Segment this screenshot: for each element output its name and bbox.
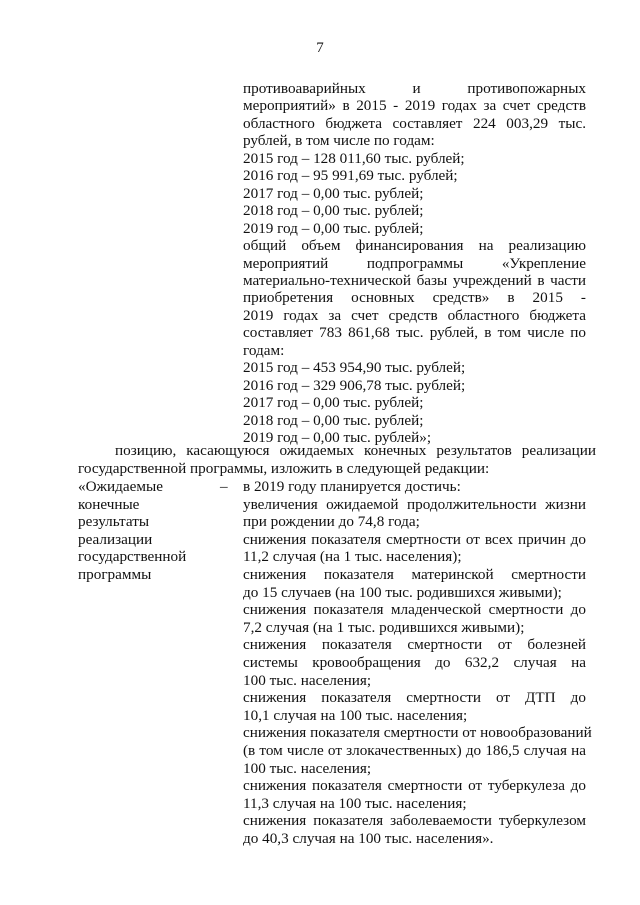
upper-line: рублей, в том числе по годам: xyxy=(243,132,435,150)
left-line: результаты xyxy=(78,513,150,531)
right-line: снижения показателя смертности от ДТП до xyxy=(243,689,586,707)
right-line: 100 тыс. населения; xyxy=(243,671,372,689)
upper-line: 2015 год – 128 011,60 тыс. рублей; xyxy=(243,149,465,167)
upper-line: 2019 годах за счет средств областного бюджета xyxy=(243,306,586,324)
left-line: реализации xyxy=(78,530,153,548)
right-line: 11,2 случая (на 1 тыс. населения); xyxy=(243,548,462,566)
upper-line: составляет 783 861,68 тыс. рублей, в том числе по xyxy=(243,324,586,342)
page-number: 7 xyxy=(316,40,324,56)
right-line: увеличения ожидаемой продолжительности жизни xyxy=(243,495,586,513)
upper-line: 2019 год – 0,00 тыс. рублей»; xyxy=(243,429,432,446)
upper-line: областного бюджета составляет 224 003,29 тыс. xyxy=(243,114,586,132)
label-dash: – xyxy=(220,478,228,495)
upper-line: годам: xyxy=(243,341,285,359)
left-line: государственной xyxy=(78,548,187,566)
upper-line: 2017 год – 0,00 тыс. рублей; xyxy=(243,184,424,202)
upper-line: 2016 год – 95 991,69 тыс. рублей; xyxy=(243,167,458,185)
left-line: программы xyxy=(78,566,152,583)
right-line: в 2019 году планируется достичь: xyxy=(243,478,461,495)
right-line: 11,3 случая на 100 тыс. населения; xyxy=(243,794,467,812)
upper-line: общий объем финансирования на реализацию xyxy=(243,237,586,255)
left-line: конечные xyxy=(78,495,140,513)
right-line: системы кровообращения до 632,2 случая на xyxy=(243,654,586,671)
right-line: снижения показателя смертности от туберкулеза до xyxy=(243,777,586,795)
right-line: снижения показателя младенческой смертности до xyxy=(243,601,586,619)
upper-line: приобретения основных средств» в 2015 - xyxy=(243,289,586,307)
upper-line: мероприятий подпрограммы «Укрепление xyxy=(243,254,586,272)
upper-line: 2017 год – 0,00 тыс. рублей; xyxy=(243,394,424,412)
right-line: (в том числе от злокачественных) до 186,5 случая на xyxy=(243,742,586,759)
instruction-line-2: государственной программы, изложить в следующей редакции: xyxy=(78,460,490,477)
upper-line: 2015 год – 453 954,90 тыс. рублей; xyxy=(243,359,466,377)
instruction-line-1: позицию, касающуюся ожидаемых конечных результатов реализации xyxy=(115,442,596,459)
right-line: до 40,3 случая на 100 тыс. населения». xyxy=(243,830,494,847)
upper-line: мероприятий» в 2015 - 2019 годах за счет средств xyxy=(243,97,586,115)
right-line: снижения показателя заболеваемости туберкулезом xyxy=(243,812,586,830)
right-line: снижения показателя смертности от новообразований xyxy=(243,724,592,742)
upper-line: материально-технической базы учреждений в части xyxy=(243,271,586,289)
upper-line: 2019 год – 0,00 тыс. рублей; xyxy=(243,219,424,237)
right-line: снижения показателя материнской смертности xyxy=(243,566,586,583)
right-line: 10,1 случая на 100 тыс. населения; xyxy=(243,706,468,724)
upper-line: противоаварийных и противопожарных xyxy=(243,80,586,97)
right-line: снижения показателя смертности от всех причин до xyxy=(243,530,586,548)
right-line: снижения показателя смертности от болезней xyxy=(243,636,586,654)
right-line: при рождении до 74,8 года; xyxy=(243,513,420,531)
upper-line: 2016 год – 329 906,78 тыс. рублей; xyxy=(243,376,466,394)
upper-line: 2018 год – 0,00 тыс. рублей; xyxy=(243,411,424,429)
right-line: 7,2 случая (на 1 тыс. родившихся живыми); xyxy=(243,618,525,636)
upper-line: 2018 год – 0,00 тыс. рублей; xyxy=(243,202,424,220)
left-line: «Ожидаемые xyxy=(78,478,163,495)
right-line: 100 тыс. населения; xyxy=(243,759,372,777)
right-line: до 15 случаев (на 100 тыс. родившихся живыми); xyxy=(243,583,562,601)
